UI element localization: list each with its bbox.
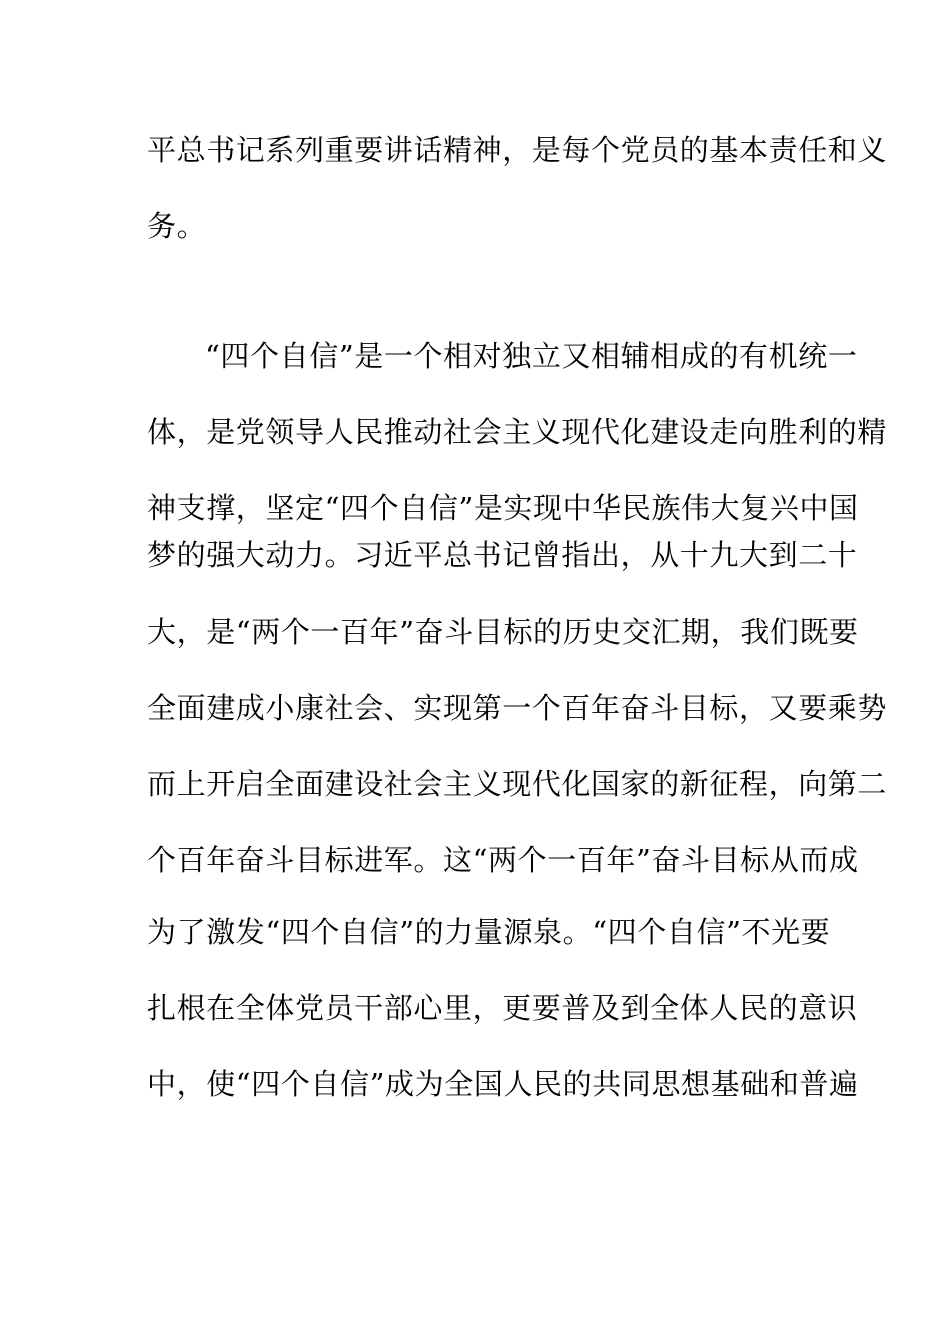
text-line: 个百年奋斗目标进军。这“两个一百年”奋斗目标从而成 <box>147 843 859 877</box>
text-line: 全面建成小康社会、实现第一个百年奋斗目标，又要乘势 <box>147 691 888 725</box>
text-line: 中，使“四个自信”成为全国人民的共同思想基础和普遍 <box>147 1067 859 1101</box>
text-line: 大，是“两个一百年”奋斗目标的历史交汇期，我们既要 <box>147 615 859 649</box>
text-line: 体，是党领导人民推动社会主义现代化建设走向胜利的精 <box>147 415 888 449</box>
text-line: 而上开启全面建设社会主义现代化国家的新征程，向第二 <box>147 767 888 801</box>
text-line: 为了激发“四个自信”的力量源泉。“四个自信”不光要 <box>147 915 831 949</box>
text-line: 梦的强大动力。习近平总书记曾指出，从十九大到二十 <box>147 538 858 572</box>
text-line: 神支撑，坚定“四个自信”是实现中华民族伟大复兴中国 <box>147 491 859 525</box>
text-line: 扎根在全体党员干部心里，更要普及到全体人民的意识 <box>147 991 858 1025</box>
paragraph-first-line: “四个自信”是一个相对独立又相辅相成的有机统一 <box>205 339 858 373</box>
text-line: 务。 <box>147 209 207 243</box>
text-line: 平总书记系列重要讲话精神，是每个党员的基本责任和义 <box>147 133 888 167</box>
